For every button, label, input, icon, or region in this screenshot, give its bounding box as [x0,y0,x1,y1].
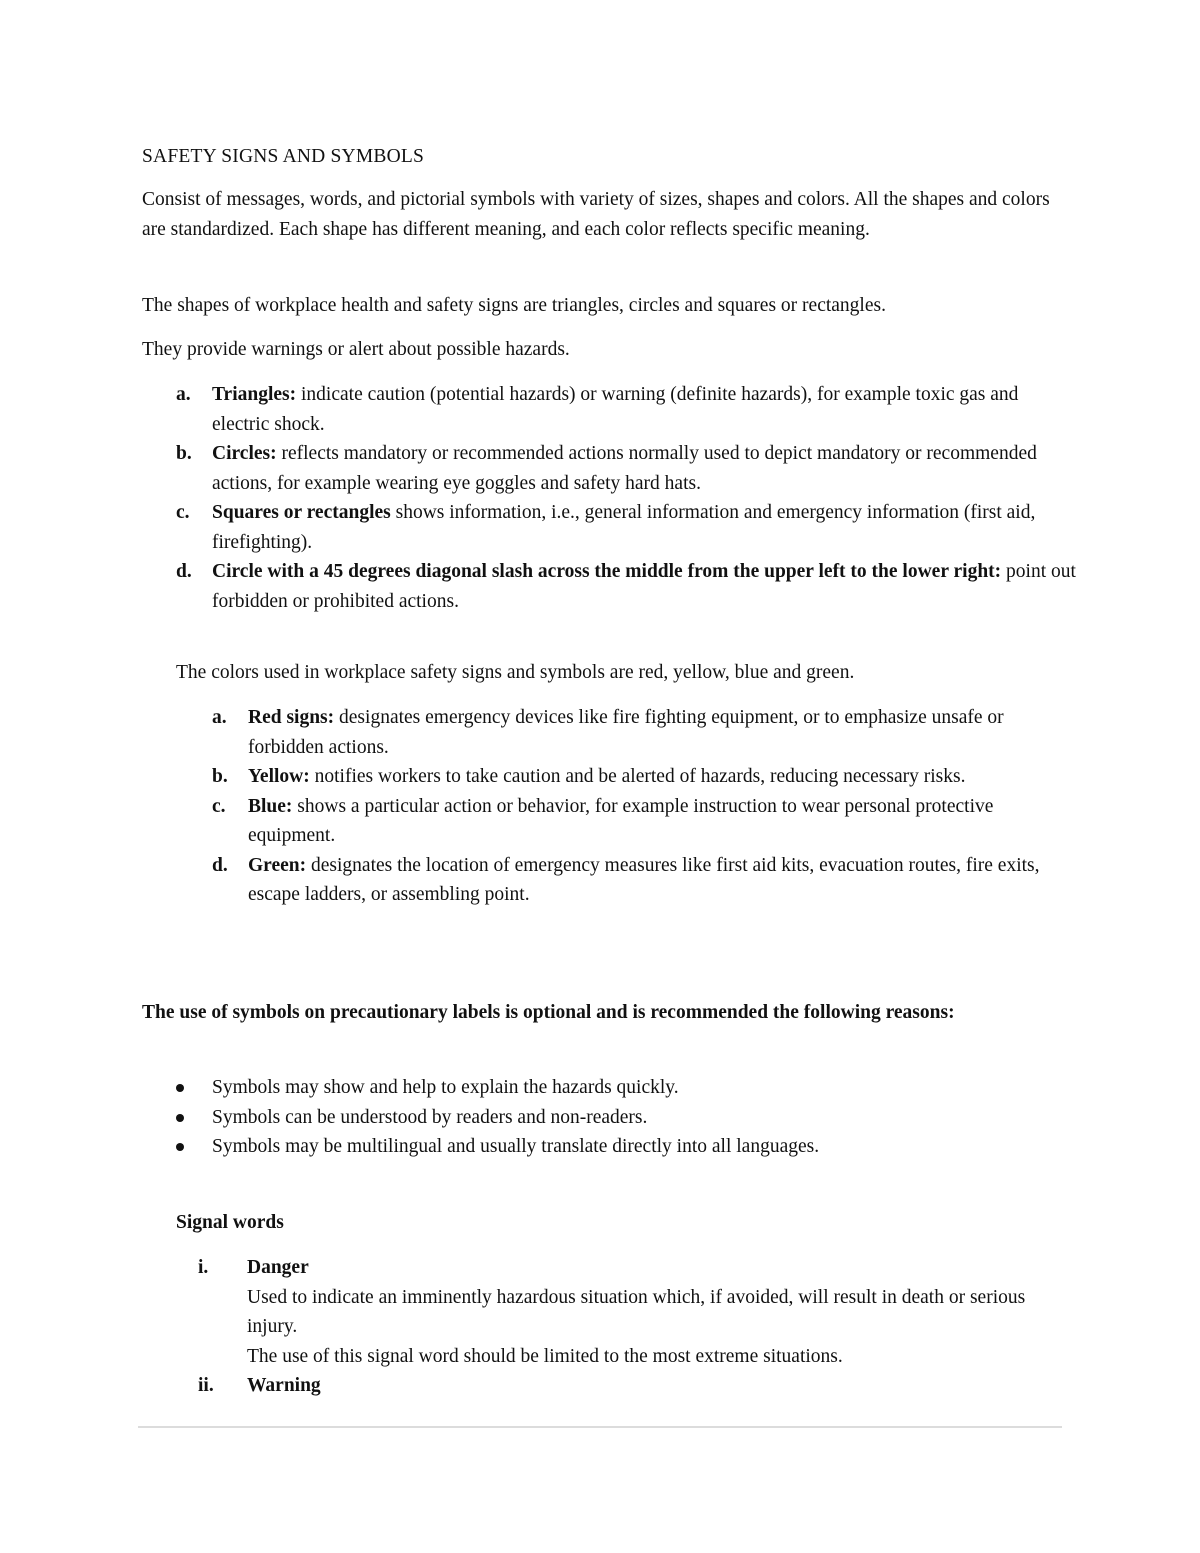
list-marker: d. [176,561,192,582]
signal-word-term: Danger [247,1257,309,1278]
intro-paragraph: Consist of messages, words, and pictorial symbols with variety of sizes, shapes and colors. All the shapes and colors are standardized. Each shape has different meaning, and each color reflects specific meaning. [142,189,1050,240]
list-text: designates emergency devices like fire fighting equipment, or to emphasize unsafe or forbidden actions. [248,707,1004,758]
bullet-icon [176,1143,184,1151]
list-item [176,498,1076,557]
list-item [212,792,1072,851]
list-marker: d. [212,854,228,876]
shapes-list [176,380,1076,616]
list-marker: c. [176,502,190,523]
list-term: Blue: [248,795,293,817]
list-marker: ii. [198,1375,214,1396]
list-marker: c. [212,795,226,817]
bullet-icon [176,1084,184,1092]
list-item [212,851,1072,910]
list-item [176,1371,1076,1401]
list-item [212,762,1072,792]
signal-word-description: Used to indicate an imminently hazardous situation which, if avoided, will result in death or serious injury. [247,1286,1026,1337]
list-item [176,1103,1076,1133]
list-item [212,703,1072,762]
page-title: SAFETY SIGNS AND SYMBOLS [142,146,425,167]
list-marker: i. [198,1257,209,1278]
list-term: Circle with a 45 degrees diagonal slash across the middle from the upper left to the lower right: [212,561,1002,582]
list-marker: a. [212,707,227,728]
list-item [176,439,1076,498]
list-item [176,557,1076,616]
signal-word-note: The use of this signal word should be limited to the most extreme situations. [247,1345,843,1367]
list-term: Red signs: [248,707,335,728]
page-divider [138,1426,1062,1428]
list-text: Symbols can be understood by readers and non-readers. [212,1106,648,1128]
list-text: Symbols may be multilingual and usually translate directly into all languages. [212,1136,820,1157]
list-text: point out forbidden or prohibited actions. [212,561,1076,612]
list-term: Squares or rectangles [212,502,391,523]
list-term: Green: [248,854,307,876]
list-marker: b. [212,766,228,787]
reasons-list [176,1073,1076,1162]
symbols-heading: The use of symbols on precautionary labels is optional and is recommended the following reasons: [142,1002,955,1023]
list-marker: b. [176,443,192,464]
list-text: reflects mandatory or recommended actions normally used to depict mandatory or recommended actions, for example wearing eye goggles and safety hard hats. [212,443,1037,494]
signal-word-term: Warning [247,1375,321,1396]
list-text: indicate caution (potential hazards) or warning (definite hazards), for example toxic gas and electric shock. [212,384,1019,435]
list-term: Triangles: [212,384,297,405]
colors-list [212,703,1072,910]
list-item [176,1253,1076,1371]
signal-words-list [176,1253,1076,1401]
list-marker: a. [176,384,191,405]
list-item [176,1073,1076,1103]
list-item [176,380,1076,439]
list-text: shows a particular action or behavior, for example instruction to wear personal protective equipment. [248,795,994,846]
bullet-icon [176,1114,184,1122]
list-text: Symbols may show and help to explain the hazards quickly. [212,1077,679,1098]
list-text: shows information, i.e., general information and emergency information (first aid, firefighting). [212,502,1036,553]
signal-words-title: Signal words [176,1212,284,1233]
shapes-intro-paragraph: The shapes of workplace health and safety signs are triangles, circles and squares or rectangles. [142,295,886,316]
warnings-intro-paragraph: They provide warnings or alert about possible hazards. [142,339,570,360]
list-text: notifies workers to take caution and be alerted of hazards, reducing necessary risks. [309,766,966,787]
list-text: designates the location of emergency measures like first aid kits, evacuation routes, fire exits, escape ladders, or assembling point. [248,854,1040,905]
list-term: Circles: [212,443,277,464]
list-item [176,1132,1076,1162]
colors-intro-paragraph: The colors used in workplace safety signs and symbols are red, yellow, blue and green. [176,662,855,683]
list-term: Yellow: [248,766,310,787]
